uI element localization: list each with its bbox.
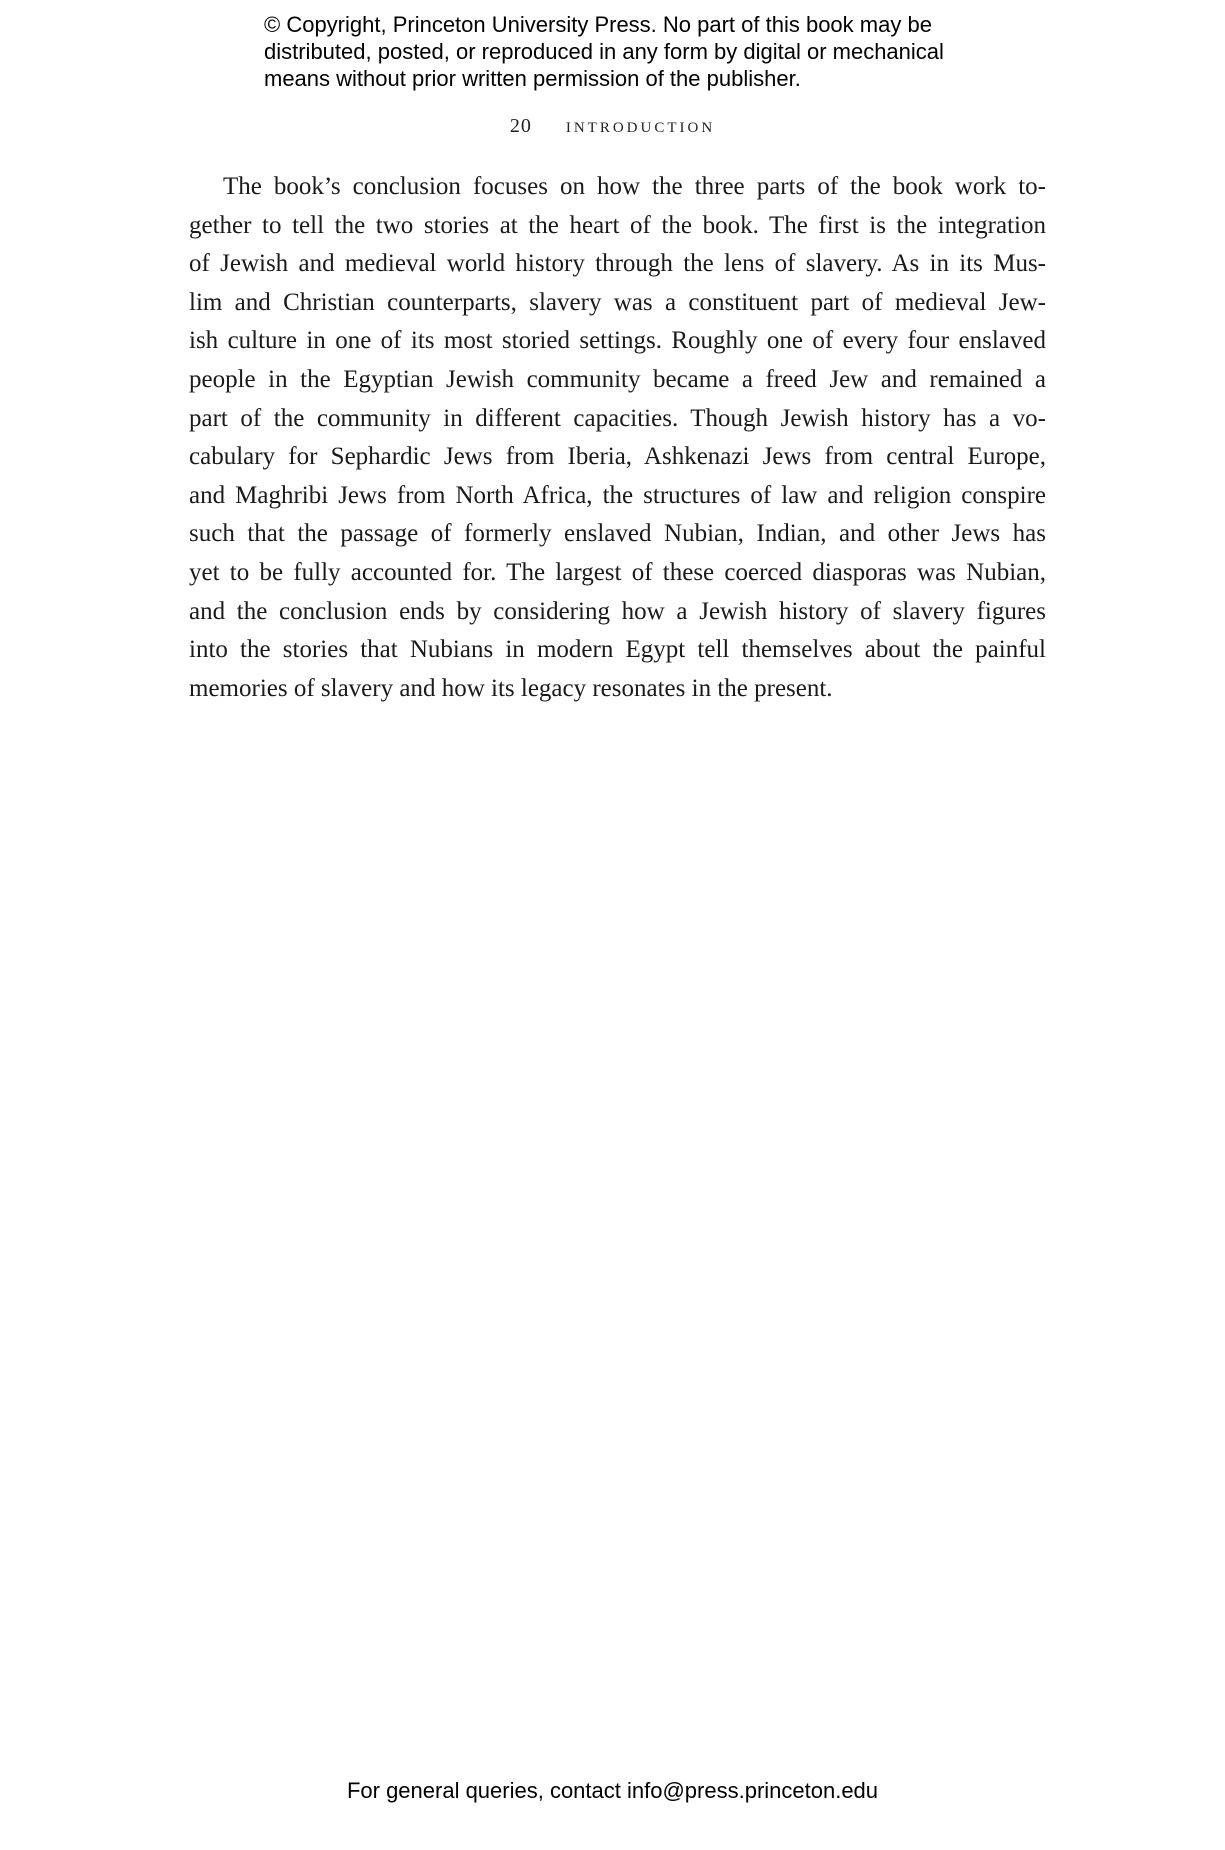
copyright-line: means without prior written permission of the publisher.: [264, 66, 801, 91]
paragraph-line: and the conclusion ends by considering how a Jewish history of slavery figures: [189, 597, 1046, 625]
body-paragraph: [189, 168, 1046, 708]
section-title: introduction: [565, 112, 716, 137]
paragraph-line: such that the passage of formerly enslaved Nubian, Indian, and other Jews has: [189, 520, 1046, 548]
paragraph-line: and Maghribi Jews from North Africa, the structures of law and religion conspire: [189, 481, 1046, 509]
paragraph-line: people in the Egyptian Jewish community became a freed Jew and remained a: [189, 365, 1046, 393]
paragraph-line: memories of slavery and how its legacy resonates in the present.: [189, 674, 833, 702]
paragraph-line: lim and Christian counterparts, slavery was a constituent part of medieval Jew-: [189, 288, 1046, 316]
paragraph-line: gether to tell the two stories at the heart of the book. The first is the integration: [189, 211, 1046, 239]
paragraph-line: yet to be fully accounted for. The largest of these coerced diasporas was Nubian,: [189, 558, 1046, 586]
paragraph-line: cabulary for Sephardic Jews from Iberia, Ashkenazi Jews from central Europe,: [189, 443, 1046, 471]
footer-contact: For general queries, contact info@press.princeton.edu: [346, 1778, 879, 1803]
paragraph-line: part of the community in different capacities. Though Jewish history has a vo-: [189, 404, 1046, 432]
paragraph-line: ish culture in one of its most storied settings. Roughly one of every four enslaved: [189, 327, 1046, 355]
paragraph-line: of Jewish and medieval world history through the lens of slavery. As in its Mus-: [189, 250, 1046, 278]
copyright-line: distributed, posted, or reproduced in any form by digital or mechanical: [264, 39, 944, 64]
paragraph-line: into the stories that Nubians in modern Egypt tell themselves about the painful: [189, 636, 1046, 664]
copyright-notice: [264, 11, 984, 92]
paragraph-line: The book’s conclusion focuses on how the three parts of the book work to-: [223, 173, 1046, 200]
page-number: 20: [509, 115, 532, 137]
running-head: [0, 112, 1225, 138]
copyright-line: © Copyright, Princeton University Press. No part of this book may be: [264, 12, 932, 37]
